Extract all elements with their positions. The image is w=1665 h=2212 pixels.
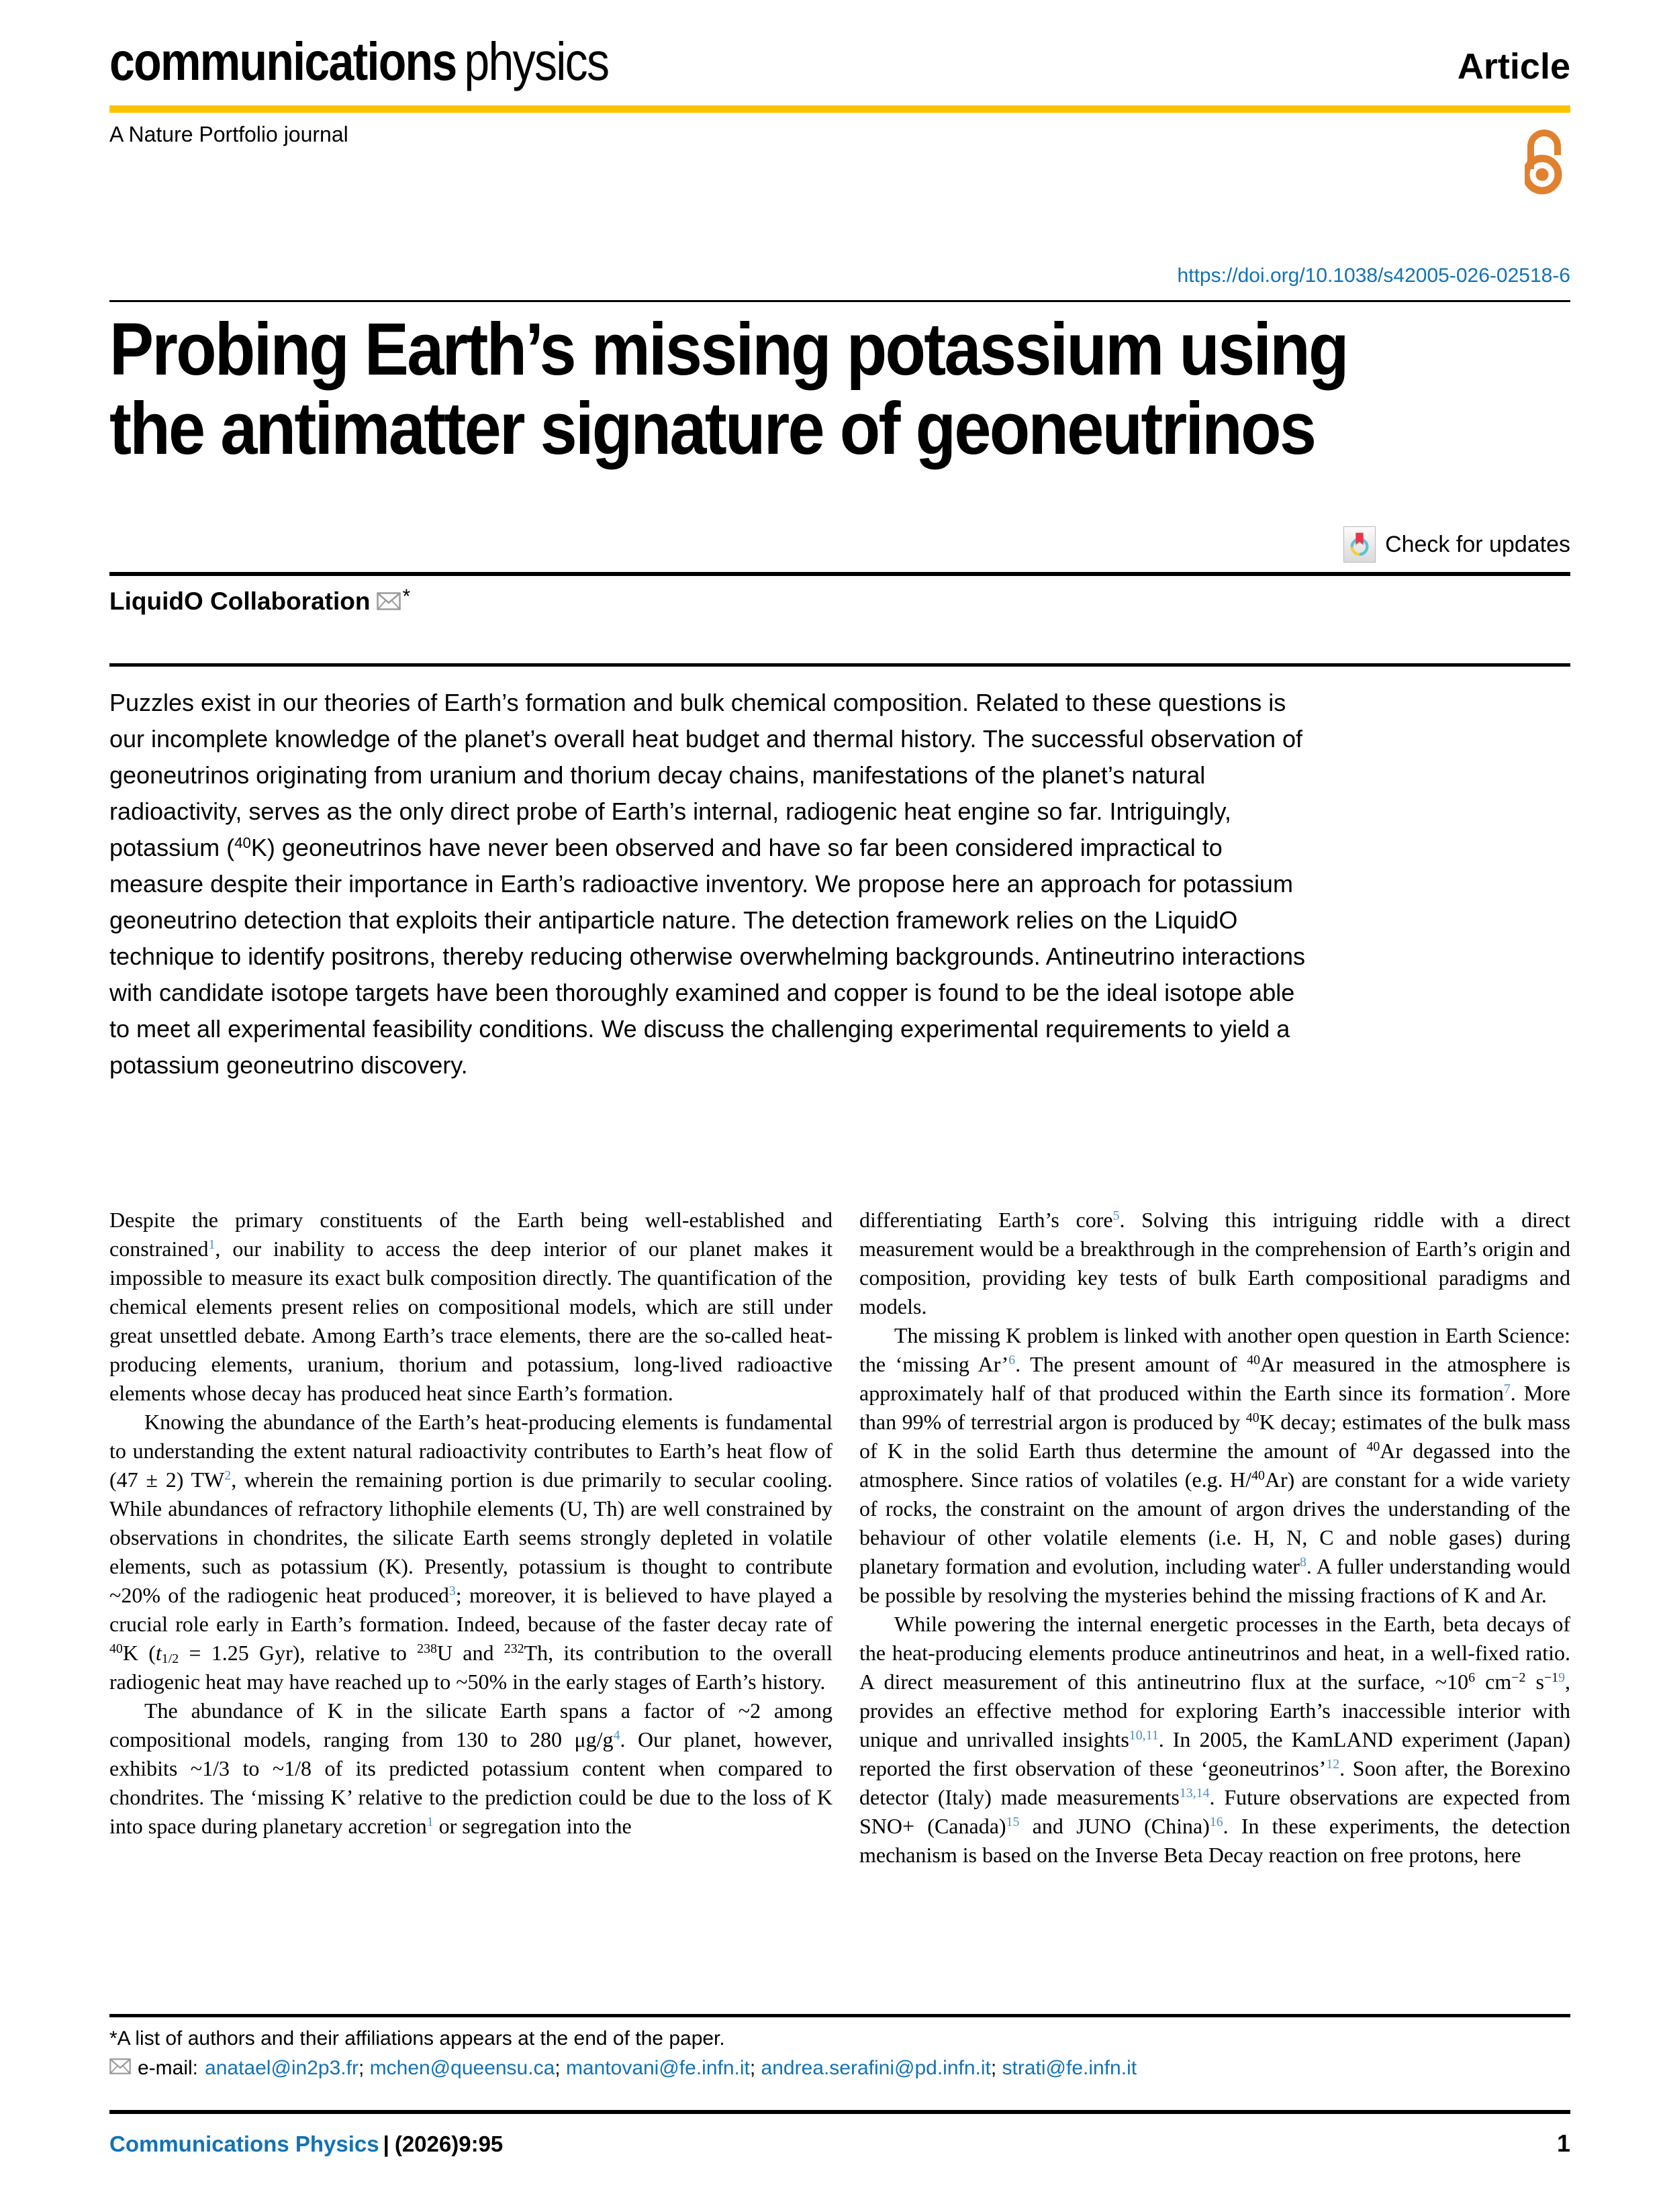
email-link[interactable]: anatael@in2p3.fr: [205, 2057, 359, 2079]
email-link[interactable]: mchen@queensu.ca: [369, 2057, 555, 2079]
email-link[interactable]: strati@fe.infn.it: [1002, 2057, 1137, 2079]
email-links: anatael@in2p3.fr; mchen@queensu.ca; mantovani@fe.infn.it; andrea.serafini@pd.infn.it; strati@fe.infn.it: [205, 2057, 1137, 2079]
title-line-1: Probing Earth’s missing potassium using: [109, 308, 1347, 391]
journal-logo-light: physics: [464, 32, 609, 91]
affiliations-note: *A list of authors and their affiliations appears at the end of the paper.: [109, 2027, 725, 2050]
envelope-icon: [377, 592, 401, 614]
article-type-label: Article: [1457, 46, 1570, 87]
open-access-icon: [1525, 126, 1566, 198]
body-paragraph: differentiating Earth’s core$^5$. Solving this intriguing riddle with a direct measurement would be a breakthrough in the comprehension of Earth’s origin and composition, providing key tests of bulk Earth compositional paradigms and models.: [859, 1208, 1571, 1318]
footer-citation: (2026)9:95: [394, 2131, 504, 2156]
corresponding-asterisk: *: [402, 585, 411, 608]
author-name: LiquidO Collaboration: [109, 587, 371, 615]
doi-link[interactable]: https://doi.org/10.1038/s42005-026-02518-6: [1177, 265, 1570, 287]
abstract-text: Puzzles exist in our theories of Earth’s formation and bulk chemical composition. Related to these questions is our incomplete knowledge of the planet’s overall heat budget and thermal history. The successful observation of geoneutrinos originating from uranium and thorium decay chains, manifestations of the planet’s natural radioactivity, serves as the only direct probe of Earth’s internal, radiogenic heat engine so far. Intriguingly, potassium ($^{40}$K) geoneutrinos have never been observed and have so far been considered impractical to measure despite their importance in Earth’s radioactive inventory. We propose here an approach for potassium geoneutrino detection that exploits their antiparticle nature. The detection framework relies on the LiquidO technique to identify positrons, thereby reducing otherwise overwhelming backgrounds. Antineutrino interactions with candidate isotope targets have been thoroughly examined and copper is found to be the ideal isotope able to meet all experimental feasibility conditions. We discuss the challenging experimental requirements to yield a potassium geoneutrino discovery.: [109, 689, 1306, 1079]
title-line-2: the antimatter signature of geoneutrinos: [109, 387, 1315, 470]
page-content: [109, 0, 1570, 2212]
footer-citation-group: [109, 2131, 503, 2157]
page-number: 1: [1556, 2129, 1570, 2157]
footnote-rule: [109, 2014, 1570, 2017]
journal-logo-bold: communications: [109, 32, 457, 91]
footer-rule: [109, 2110, 1570, 2114]
journal-logo: [109, 32, 696, 91]
journal-tagline: A Nature Portfolio journal: [109, 122, 348, 146]
brand-yellow-bar: [109, 105, 1570, 113]
email-row: [109, 2057, 1137, 2080]
body-column-left: [109, 1206, 832, 1841]
check-for-updates-badge[interactable]: [1343, 526, 1570, 563]
body-paragraph: Knowing the abundance of the Earth’s heat-producing elements is fundamental to understanding the extent natural radioactivity contributes to Earth’s heat flow of (47 ± 2) TW$^2$, wherein the remaining portion is due primarily to secular cooling. While abundances of refractory lithophile elements (U, Th) are well constrained by observations in chondrites, the silicate Earth seems strongly depleted in volatile elements, such as potassium (K). Presently, potassium is thought to contribute ~20% of the radiogenic heat produced$^3$; moreover, it is believed to have played a crucial role early in Earth’s formation. Indeed, because of the faster decay rate of $^{40}$K ($t_{1/2} = 1.25$ Gyr), relative to $^{238}$U and $^{232}$Th, its contribution to the overall radiogenic heat may have reached up to ~50% in the early stages of Earth’s history.: [109, 1410, 833, 1694]
body-paragraph: While powering the internal energetic processes in the Earth, beta decays of the heat-producing elements produce antineutrinos and heat, in a well-fixed ratio. A direct measurement of this antineutrino flux at the surface, $\sim 10^6$ $cm^{-2}$ s$^{-19}$, provides an effective method for exploring Earth’s inaccessible interior with unique and unrivalled insights$^{10,11}$. In 2005, the KamLAND experiment (Japan) reported the first observation of these ‘geoneutrinos’$^{12}$. Soon after, the Borexino detector (Italy) made measurements$^{13,14}$. Future observations are expected from SNO+ (Canada)$^{15}$ and JUNO (China)$^{16}$. In these experiments, the detection mechanism is based on the Inverse Beta Decay reaction on free protons, here: [859, 1612, 1571, 1867]
crossmark-icon: [1343, 526, 1376, 563]
body-paragraph: The missing K problem is linked with another open question in Earth Science: the ‘missing Ar’$^6$. The present amount of $^{40}$Ar measured in the atmosphere is approximately half of that produced within the Earth since its formation$^7$. More than 99% of terrestrial argon is produced by $^{40}$K decay; estimates of the bulk mass of K in the solid Earth thus determine the amount of $^{40}$Ar degassed into the atmosphere. Since ratios of volatiles (e.g. H/$^{40}$Ar) are constant for a wide variety of rocks, the constraint on the amount of argon drives the understanding of the behaviour of other volatile elements (i.e. H, N, C and noble gases) during planetary formation and evolution, including water$^8$. A fuller understanding would be possible by resolving the mysteries behind the missing fractions of K and Ar.: [859, 1323, 1571, 1607]
byline: [109, 587, 410, 616]
envelope-icon: [109, 2057, 131, 2080]
page-footer: [109, 2129, 1570, 2158]
check-for-updates-label: Check for updates: [1385, 531, 1570, 557]
header-rule: [109, 300, 1570, 302]
body-column-right: [859, 1206, 1570, 1870]
author-rule-top: [109, 572, 1570, 576]
body-paragraph: Despite the primary constituents of the Earth being well-established and constrained$^1$, our inability to access the deep interior of our planet makes it impossible to measure its exact bulk composition directly. The quantification of the chemical elements present relies on compositional models, which are still under great unsettled debate. Among Earth’s trace elements, there are the so-called heat-producing elements, uranium, thorium and potassium, long-lived radioactive elements whose decay has produced heat since Earth’s formation.: [109, 1208, 832, 1405]
email-link[interactable]: andrea.serafini@pd.infn.it: [761, 2057, 991, 2079]
footer-separator: |: [383, 2131, 389, 2156]
email-label: e-mail:: [138, 2057, 199, 2079]
footer-journal-link[interactable]: Communications Physics: [109, 2131, 379, 2156]
page-title: [109, 310, 1560, 469]
body-paragraph: The abundance of K in the silicate Earth spans a factor of ~2 among compositional models, ranging from 130 to 280 μg/g$^4$. Our planet, however, exhibits ~1/3 to ~1/8 of its predicted potassium content when compared to chondrites. The ‘missing K’ relative to the prediction could be due to the loss of K into space during planetary accretion$^1$ or segregation into the: [109, 1698, 833, 1838]
email-link[interactable]: mantovani@fe.infn.it: [565, 2057, 750, 2079]
abstract-rule-top: [109, 663, 1570, 667]
